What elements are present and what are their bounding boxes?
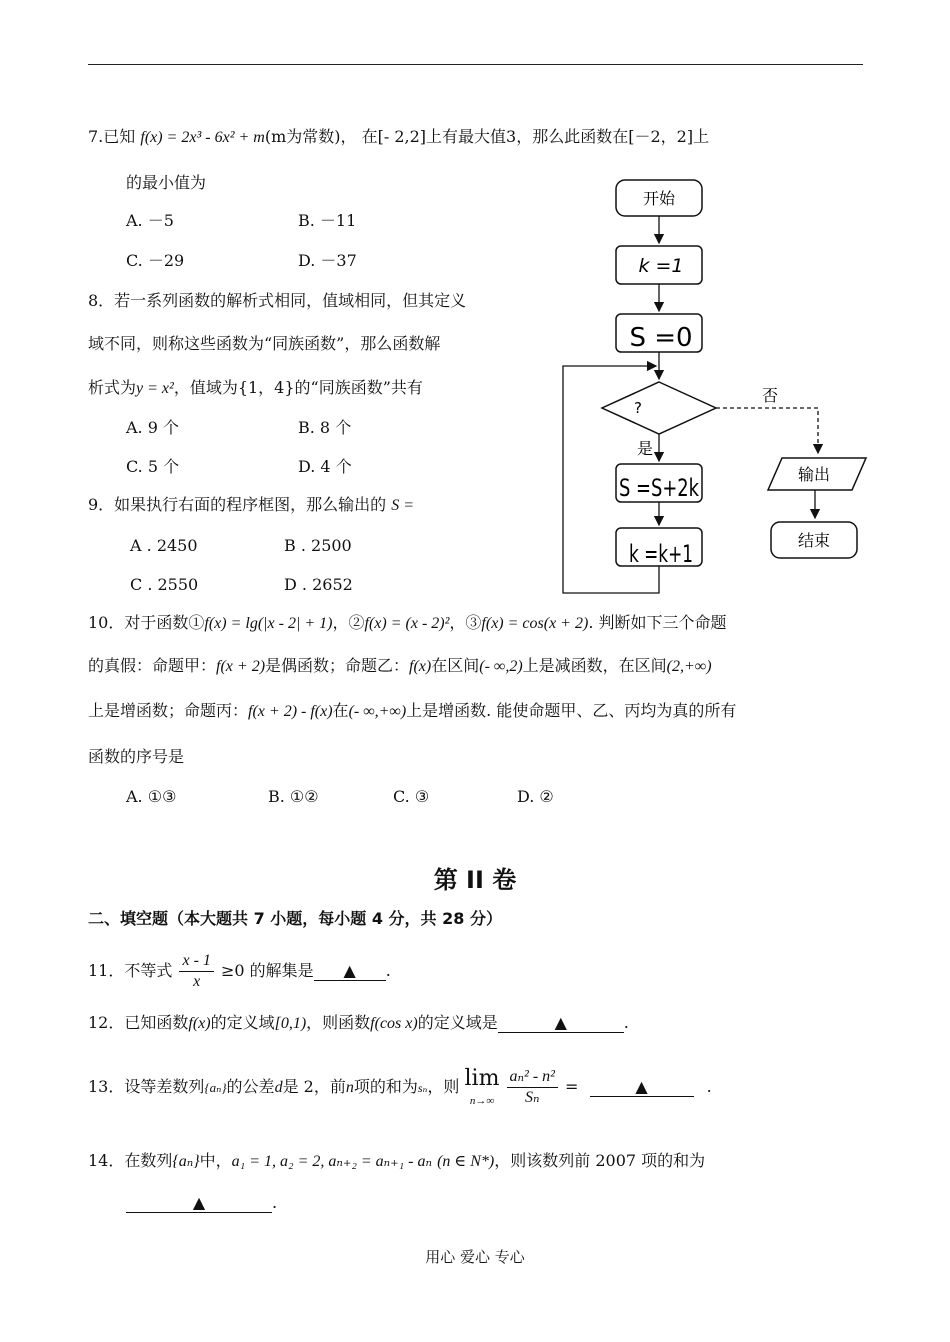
no-label: 否 <box>761 386 779 405</box>
update-s-label: S =S+2k <box>619 474 700 502</box>
q11-fraction: $\frac{x - 1}{x}$ <box>179 951 213 992</box>
q10-line1: 10．对于函数①f(x) = lg(|x - 2| + 1)，②f(x) = (x - 2)²，③f(x) = cos(x + 2). 判断如下三个命题 <box>88 613 727 632</box>
section-heading: 二、填空题（本大题共 7 小题，每小题 4 分，共 28 分） <box>88 909 502 928</box>
init-k-label: k =1 <box>638 255 684 277</box>
q12-line: 12．已知函数f(x)的定义域[0,1)，则函数f(cos x)的定义域是 ▲ . <box>88 1013 629 1032</box>
q11-answer-blank[interactable]: ▲ <box>314 962 386 981</box>
q7-option-d: D. －37 <box>298 251 357 270</box>
q8-option-b: B. 8 个 <box>298 418 352 437</box>
q10-line2: 的真假：命题甲：f(x + 2)是偶函数；命题乙：f(x)在区间(- ∞,2)上是减函数，在区间(2,+∞) <box>88 656 712 675</box>
q7-line1: 7.已知 f(x) = 2x³ - 6x² + m(m为常数)， 在[- 2,2]上有最大值3，那么此函数在[－2，2]上 <box>88 127 710 146</box>
q9-line1: 9．如果执行右面的程序框图，那么输出的 S = <box>88 495 415 514</box>
q10-line4: 函数的序号是 <box>88 747 185 766</box>
q8-line1: 8．若一系列函数的解析式相同，值域相同，但其定义 <box>88 291 467 310</box>
init-s-label: S =0 <box>629 323 693 353</box>
q13-fraction: $\frac{\text{aₙ² - n²}}{\text{Sₙ}}$ <box>507 1067 558 1108</box>
q9-option-c: C . 2550 <box>130 575 199 594</box>
q9-option-d: D . 2652 <box>284 575 353 594</box>
q12-answer-blank[interactable]: ▲ <box>498 1014 624 1033</box>
q10-option-a: A. ①③ <box>126 787 177 806</box>
q13-limit: lim n→∞ <box>464 1065 500 1107</box>
page-footer: 用心 爱心 专心 <box>425 1248 525 1266</box>
q7-option-b: B. －11 <box>298 211 357 230</box>
q11-line: 11．不等式 $\frac{x - 1}{x}$ ≥0 的解集是 ▲ . <box>88 952 391 990</box>
q7-line2: 的最小值为 <box>126 173 207 192</box>
arrow-no-branch <box>716 408 818 453</box>
q8-option-d: D. 4 个 <box>298 457 352 476</box>
q10-option-b: B. ①② <box>268 787 319 806</box>
q7-function: f(x) = 2x³ - 6x² + m <box>140 129 265 146</box>
update-k-label: k =k+1 <box>629 540 693 568</box>
q10-line3: 上是增函数；命题丙：f(x + 2) - f(x)在(- ∞,+∞)上是增函数. 能使命题甲、乙、丙均为真的所有 <box>88 701 737 720</box>
q10-option-c: C. ③ <box>393 787 430 806</box>
q14-line1: 14．在数列{aₙ}中，a₁ = 1, a₂ = 2, aₙ₊₂ = aₙ₊₁ - aₙ (n ∈ N*)，则该数列前 2007 项的和为 <box>88 1151 706 1170</box>
q14-answer-blank[interactable]: ▲ <box>126 1194 272 1213</box>
q8-line3: 析式为y = x²，值域为{1，4}的“同族函数”共有 <box>88 378 423 397</box>
q9-option-b: B . 2500 <box>284 536 352 555</box>
q8-line2: 域不同，则称这些函数为“同族函数”，那么函数解 <box>88 334 441 353</box>
q10-option-d: D. ② <box>517 787 554 806</box>
q14-line2: ▲ . <box>126 1192 277 1214</box>
q7-option-c: C. －29 <box>126 251 185 270</box>
q8-option-a: A. 9 个 <box>126 418 179 437</box>
q13-answer-blank[interactable]: ▲ <box>590 1078 694 1097</box>
start-label: 开始 <box>642 189 676 208</box>
q13-line: 13．设等差数列{aₙ}的公差d是 2，前n项的和为sₙ，则 lim n→∞ $\frac{\text{aₙ² - n²}}{\text{Sₙ}}$ = ▲ . <box>88 1062 712 1113</box>
condition-diamond <box>602 382 716 434</box>
flowchart <box>0 0 950 620</box>
end-label: 结束 <box>797 531 831 550</box>
q7-option-a: A. －5 <box>126 211 174 230</box>
q9-option-a: A . 2450 <box>130 536 198 555</box>
yes-label: 是 <box>636 439 654 458</box>
output-label: 输出 <box>797 465 831 484</box>
q8-option-c: C. 5 个 <box>126 457 180 476</box>
condition-label: ? <box>634 399 642 417</box>
section-title: 第 II 卷 <box>433 866 517 894</box>
